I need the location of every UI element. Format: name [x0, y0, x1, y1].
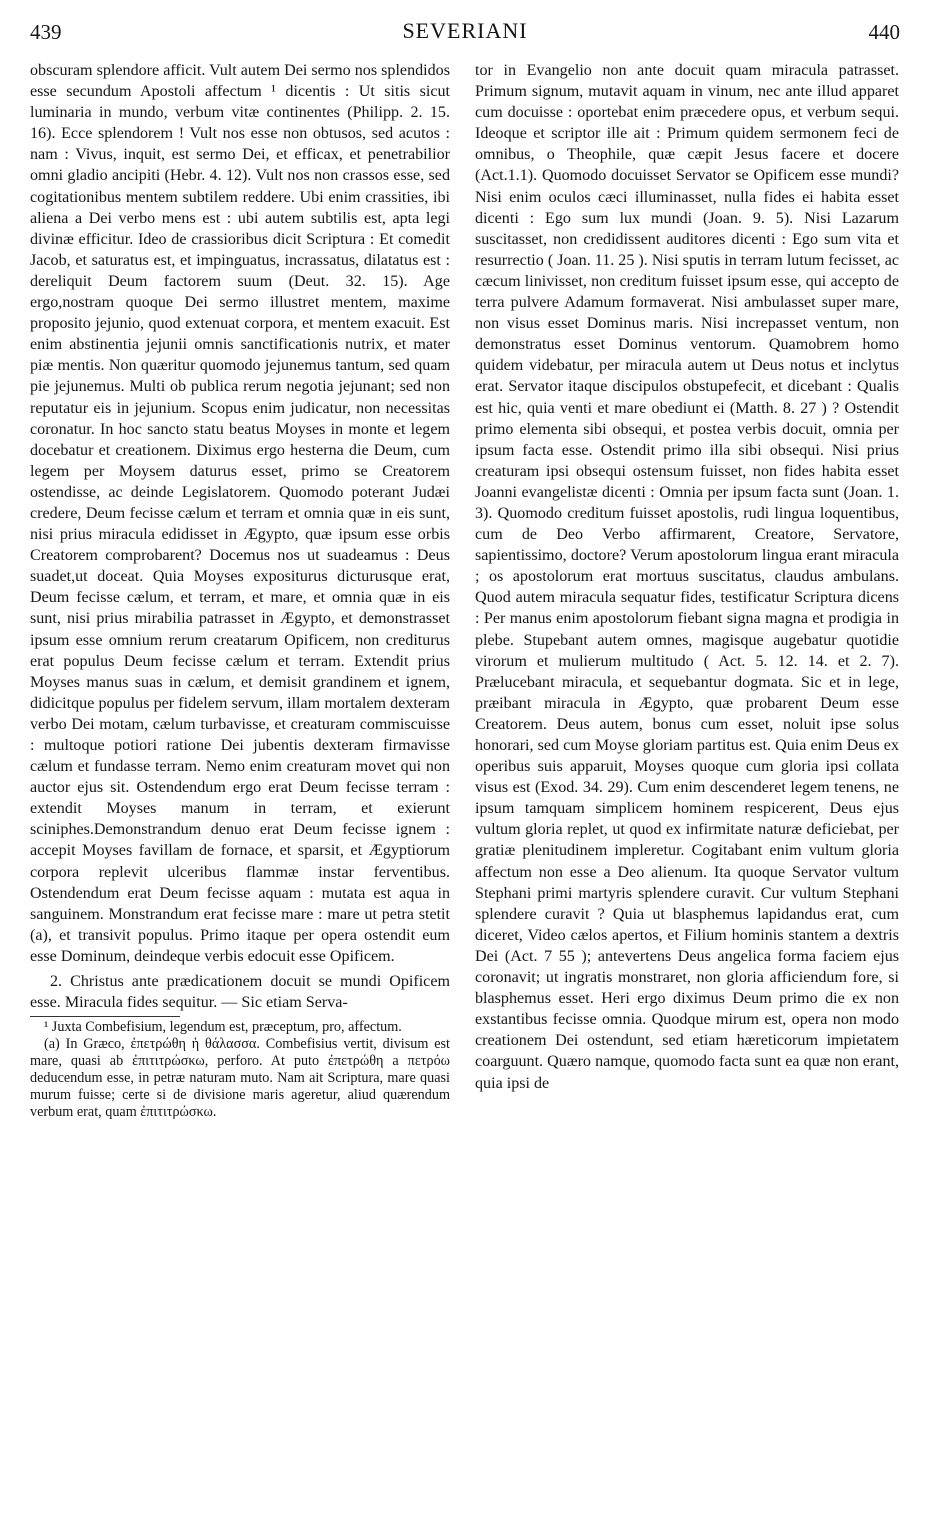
page-number-right: 440: [868, 20, 900, 44]
page-header: [30, 16, 900, 46]
section-heading-paragraph: 2. Christus ante prædicationem docuit se mundi Opificem esse. Miracula fides sequitur. — Sic etiam Serva-: [30, 973, 450, 1012]
footnote-divider: [30, 1016, 180, 1017]
body-paragraph: tor in Evangelio non ante docuit quam miracula patrasset. Primum signum, mutavit aquam in vinum, nec ante illud apparet cum docuisse : oportebat enim præcedere opus, et verbum sequi. Ideoque et scriptor ille ait : Primum quidem sermonem feci de omnibus, o Theophile, quæ cæpit Jesus facere et docere (Act.1.1). Quomodo docuisset Servator se Opificem esse mundi? Nisi enim oculos cæci illuminasset, nulla fides ei habita esset dicenti : Ego sum lux mundi (Joan. 9. 5). Nisi Lazarum suscitasset, non credidissent auditores dicenti : Ego sum vita et resurrectio ( Joan. 11. 25 ). Nisi sputis in terram lutum fecisset, ac cæcum linivisset, non creditum fuisset ipsum esse, qui accepto de terra pulvere Adamum formaverat. Nisi ambulasset super mare, non visus esset Dominus maris. Nisi increpasset ventum, non demonstratus esset Dominus ventorum. Quamobrem homo quidem videbatur, per miracula autem ut Deus notus et inclytus erat. Servator itaque discipulos obstupefecit, et dicebant : Qualis est hic, quia venti et mare obediunt ei (Matth. 8. 27 ) ? Ostendit primo elementa sibi obsequi, et postea verbis docuit, omnia per ipsum facta esse. Ostendit primo illa sibi obsequi. Nisi prius creaturam ipsi obsequi ostensum fuisset, non fides habita esset Joanni evangelistæ dicenti : Omnia per ipsum facta sunt (Joan. 1. 3). Quomodo creditum fuisset apostolis, rudi lingua loquentibus, cum de Deo Verbo affirmarent, Creatore, Servatore, sapientissimo, doctore? Verum apostolorum lingua erant miracula ; os apostolorum erat mortuus suscitatus, claudus ambulans. Quod autem miracula sequatur fides, testificatur Scriptura dicens : Per manus enim apostolorum fiebant signa magna et prodigia in plebe. Stupebant autem omnes, magisque augebatur quotidie virorum et mulierum multitudo ( Act. 5. 12. 14. et 2. 7). Prælucebant miracula, et sequebantur dogmata. Sic et in lege, præibant miracula in Ægypto, quæ probarent Deum esse Creatorem. Deus autem, bonus cum esset, noluit ipse solus honorari, sed cum Moyse gloriam partitus est. Quia enim Deus ex operibus suis apparuit, Moyses quoque cum gloria ipsi collata visus est (Exod. 34. 29). Cum enim descenderet legem tenens, ne ipsum tamquam simplicem hominem respicerent, Deus ejus vultum gloria replet, ut quod ex infirmitate naturæ deficiebat, per gratiæ plenitudinem impleretur. Cogitabant enim vultum gloria affectum non esse a Deo alienum. Ita quoque Servator vultum Stephani primi martyris splendere curavit. Cur vultum Stephani splendere curavit ? Quia ut blasphemus lapidandus erat, cum diceret, Video cælos apertos, et Filium hominis stantem a dextris Dei (Act. 7 55 ); antevertens Deus angelica forma faciem ejus coronavit; ut ingratis monstraret, non gloria afficiendum fore, si blasphemus esset. Heri ergo diximus Deum primo die ex non exstantibus fecisse omnia. Quodque mirum est, opera non modo creationem Dei ostendunt, sed etiam hæreticorum impietatem coarguunt. Quæro namque, quomodo facta sunt ea quæ non erant, quia ipsi de: [475, 62, 899, 1092]
footnote: ¹ Juxta Combefisium, legendum est, præceptum, pro, affectum.: [44, 1019, 402, 1036]
page-number-left: 439: [30, 20, 62, 44]
right-column: [475, 60, 899, 1094]
left-column: [30, 60, 450, 1121]
body-paragraph: obscuram splendore afficit. Vult autem Dei sermo nos splendidos esse secundum Apostoli affectum ¹ dicentis : Ut sitis sicut luminaria in mundo, verbum vitæ continentes (Philipp. 2. 15. 16). Ecce splendorem ! Vult nos esse non obtusos, sed acutos : nam : Vivus, inquit, est sermo Dei, et efficax, et penetrabilior omni gladio ancipiti (Hebr. 4. 12). Vult nos non crassos esse, sed cogitationibus mentem subtilem reddere. Ubi enim crassities, ibi aliena a Dei verbo mens est : ubi autem subtilis est, apta legi divinæ efficitur. Ideo de crassioribus dicit Scriptura : Et comedit Jacob, et saturatus est, et impinguatus, incrassatus, dilatatus est : dereliquit Deum factorem suum (Deut. 32. 15). Age ergo,nostram quoque Dei sermo illustret mentem, maxime proposito jejunio, quod extenuat corpora, et mentem exacuit. Est enim abstinentia jejunii omnis sanctificationis nutrix, et mater piæ mentis. Non quæritur quomodo jejunemus tantum, sed quam pie jejunemus. Multi ob publica rerum negotia jejunant; sed non reputatur eis in jejunium. Scopus enim judicatur, non necessitas coronatur. In hoc sancto statu beatus Moyses in monte et legem docebatur et creationem. Diximus ergo hesterna die Deum, cum legem per Moysem daturus esset, primo se Creatorem ostendisse, ac deinde Legislatorem. Quomodo poterant Judæi credere, Deum fecisse cælum et terram et omnia quæ in eis sunt, nisi prius miracula edidisset in Ægypto, quæ ipsum esse orbis Creatorem comprobarent? Docemus nos ut suadeamus : Deus suadet,ut doceat. Quia Moyses expositurus dicturusque erat, Deum fecisse cælum, et terram, et mare, et omnia quæ in eis sunt, nisi prius mirabilia patrasset in Ægypto, et demonstrasset ipsum esse omnium rerum creatarum Opificem, non crediturus erat populus Deum fecisse cælum et terram. Extendit prius Moyses manus suas in cælum, et demisit grandinem et ignem, didicitque populus per fidelem servum, illam mortalem dexteram verbo Dei motam, cælum turbavisse, et creaturam commiscuisse : multoque potiori ratione Dei jubentis dexteram firmavisse cælum et fundasse terram. Nemo enim creaturam movet qui non auctor ejus sit. Ostendendum ergo erat Deum fecisse terram : extendit Moyses manum in terram, et exierunt sciniphes.Demonstrandum denuo erat Deum fecisse ignem : accepit Moyses favillam de fornace, et sparsit, et Ægyptiorum corpora replevit ulceribus flammæ instar ferventibus. Ostendendum erat Deum fecisse aquam : mutata est aqua in sanguinem. Monstrandum erat fecisse mare : mare ut petra stetit (a), et transivit populus. Primo itaque per opera ostendit eum esse Dominum, deindeque verbis edocuit esse Opificem.: [30, 62, 450, 965]
footnotes: [30, 1019, 450, 1121]
footnote: (a) In Græco, ἐπετρώθη ἡ θάλασσα. Combefisius vertit, divisum est mare, quasi ab ἐπιτιτρώσκω, perforo. At puto ἐπετρώθη a πετρόω deducendum esse, in petræ naturam muto. Nam ait Scriptura, mare quasi murum fuisse; certe si de divisione maris ageretur, aliud quærendum verbum erat, quam ἐπιτιτρώσκω.: [30, 1036, 450, 1121]
running-title: SEVERIANI: [402, 18, 528, 43]
